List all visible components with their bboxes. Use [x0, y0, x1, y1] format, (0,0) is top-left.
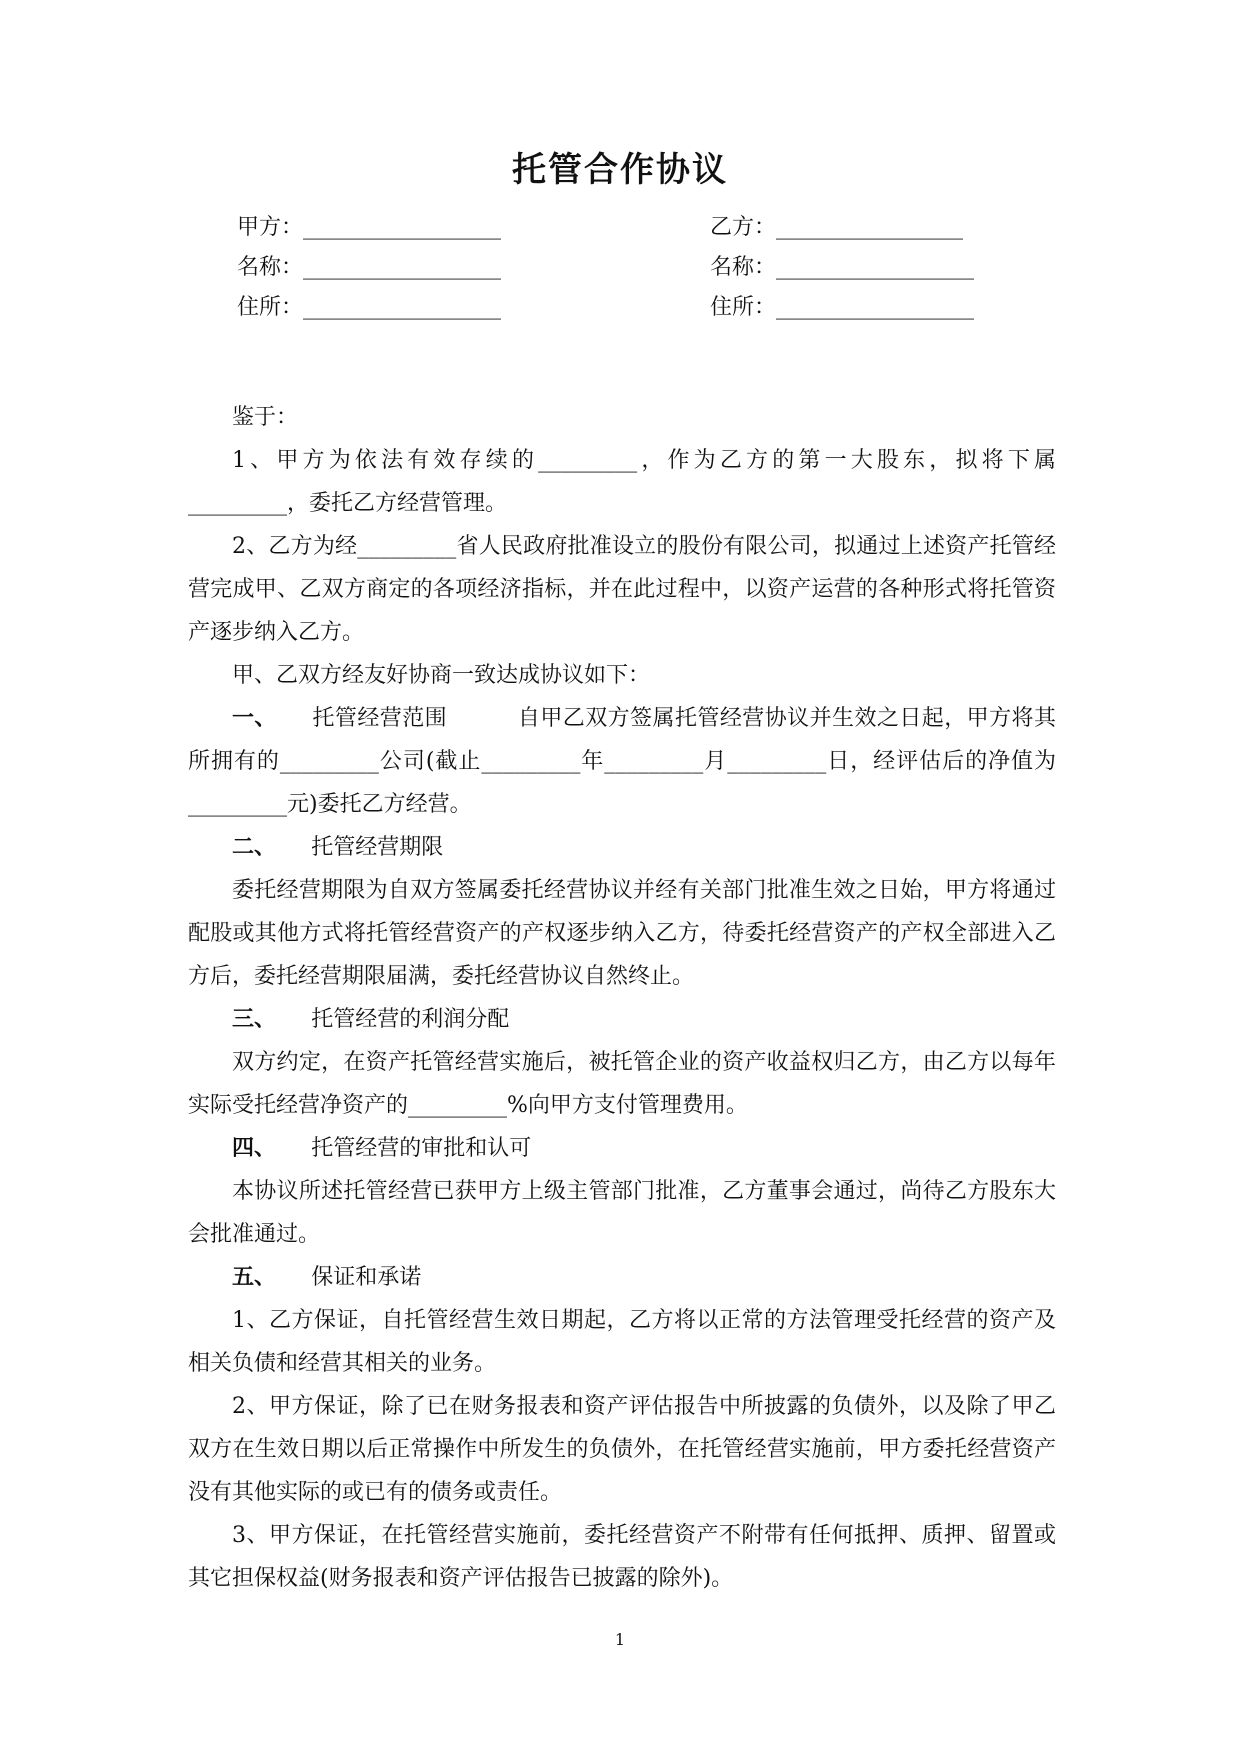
guarantee-item-3: 3、甲方保证，在托管经营实施前，委托经营资产不附带有任何抵押、质押、留置或其它担保权益(财务报表和资产评估报告已披露的除外)。: [188, 1523, 1056, 1591]
section-heading: 托管经营的审批和认可: [311, 1136, 532, 1161]
preamble: 鉴于：: [232, 405, 299, 430]
section-heading: 托管经营期限: [311, 835, 444, 860]
section-number: 四、: [232, 1136, 277, 1161]
section-2-heading: [188, 826, 1056, 869]
party-b-address: 住所：__________________: [710, 295, 975, 320]
section-heading: 保证和承诺: [311, 1265, 422, 1290]
section-4-heading: [188, 1127, 1056, 1170]
section-2-body: 委托经营期限为自双方签属委托经营协议并经有关部门批准生效之日始，甲方将通过配股或其他方式将托管经营资产的产权逐步纳入乙方，待委托经营资产的产权全部进入乙方后，委托经营期限届满，委托经营协议自然终止。: [188, 878, 1056, 989]
section-number: 三、: [232, 1007, 277, 1032]
section-number: 一、: [232, 706, 277, 731]
party-a-address: 住所：__________________: [237, 295, 502, 320]
party-b-name: 名称：__________________: [710, 255, 975, 280]
party-a-name: 名称：__________________: [237, 255, 502, 280]
guarantee-item-1: 1、乙方保证，自托管经营生效日期起，乙方将以正常的方法管理受托经营的资产及相关负债和经营其相关的业务。: [188, 1308, 1056, 1376]
section-heading: 托管经营范围: [312, 706, 448, 731]
section-3-body: 双方约定，在资产托管经营实施后，被托管企业的资产收益权归乙方，由乙方以每年实际受托经营净资产的_________%向甲方支付管理费用。: [188, 1050, 1056, 1118]
section-number: 二、: [232, 835, 277, 860]
party-b-label: 乙方：_________________: [710, 215, 964, 240]
section-body: 自甲乙双方签属托管经营协议并生效之日起，甲方将其所拥有的_________公司(截止_________年_________月_________日，经评估后的净值为_________元)委托乙方经营。: [188, 706, 1056, 817]
document-title: 托管合作协议: [512, 150, 728, 190]
page-number: 1: [614, 1630, 626, 1649]
section-5-heading: [188, 1256, 1056, 1299]
section-heading: 托管经营的利润分配: [311, 1007, 510, 1032]
section-4-body: 本协议所述托管经营已获甲方上级主管部门批准，乙方董事会通过，尚待乙方股东大会批准通过。: [188, 1179, 1056, 1247]
recital-2: 2、乙方为经_________省人民政府批准设立的股份有限公司，拟通过上述资产托管经营完成甲、乙双方商定的各项经济指标，并在此过程中，以资产运营的各种形式将托管资产逐步纳入乙方。: [188, 534, 1056, 645]
section-1: [188, 697, 1056, 826]
agreement-intro: 甲、乙双方经友好协商一致达成协议如下：: [232, 663, 651, 688]
section-3-heading: [188, 998, 1056, 1041]
recital-1: 1、甲方为依法有效存续的_________，作为乙方的第一大股东，拟将下属_________，委托乙方经营管理。: [188, 448, 1056, 516]
party-a-label: 甲方：__________________: [237, 215, 502, 240]
guarantee-item-2: 2、甲方保证，除了已在财务报表和资产评估报告中所披露的负债外，以及除了甲乙双方在生效日期以后正常操作中所发生的负债外，在托管经营实施前，甲方委托经营资产没有其他实际的或已有的债务或责任。: [188, 1394, 1056, 1505]
section-number: 五、: [232, 1265, 277, 1290]
